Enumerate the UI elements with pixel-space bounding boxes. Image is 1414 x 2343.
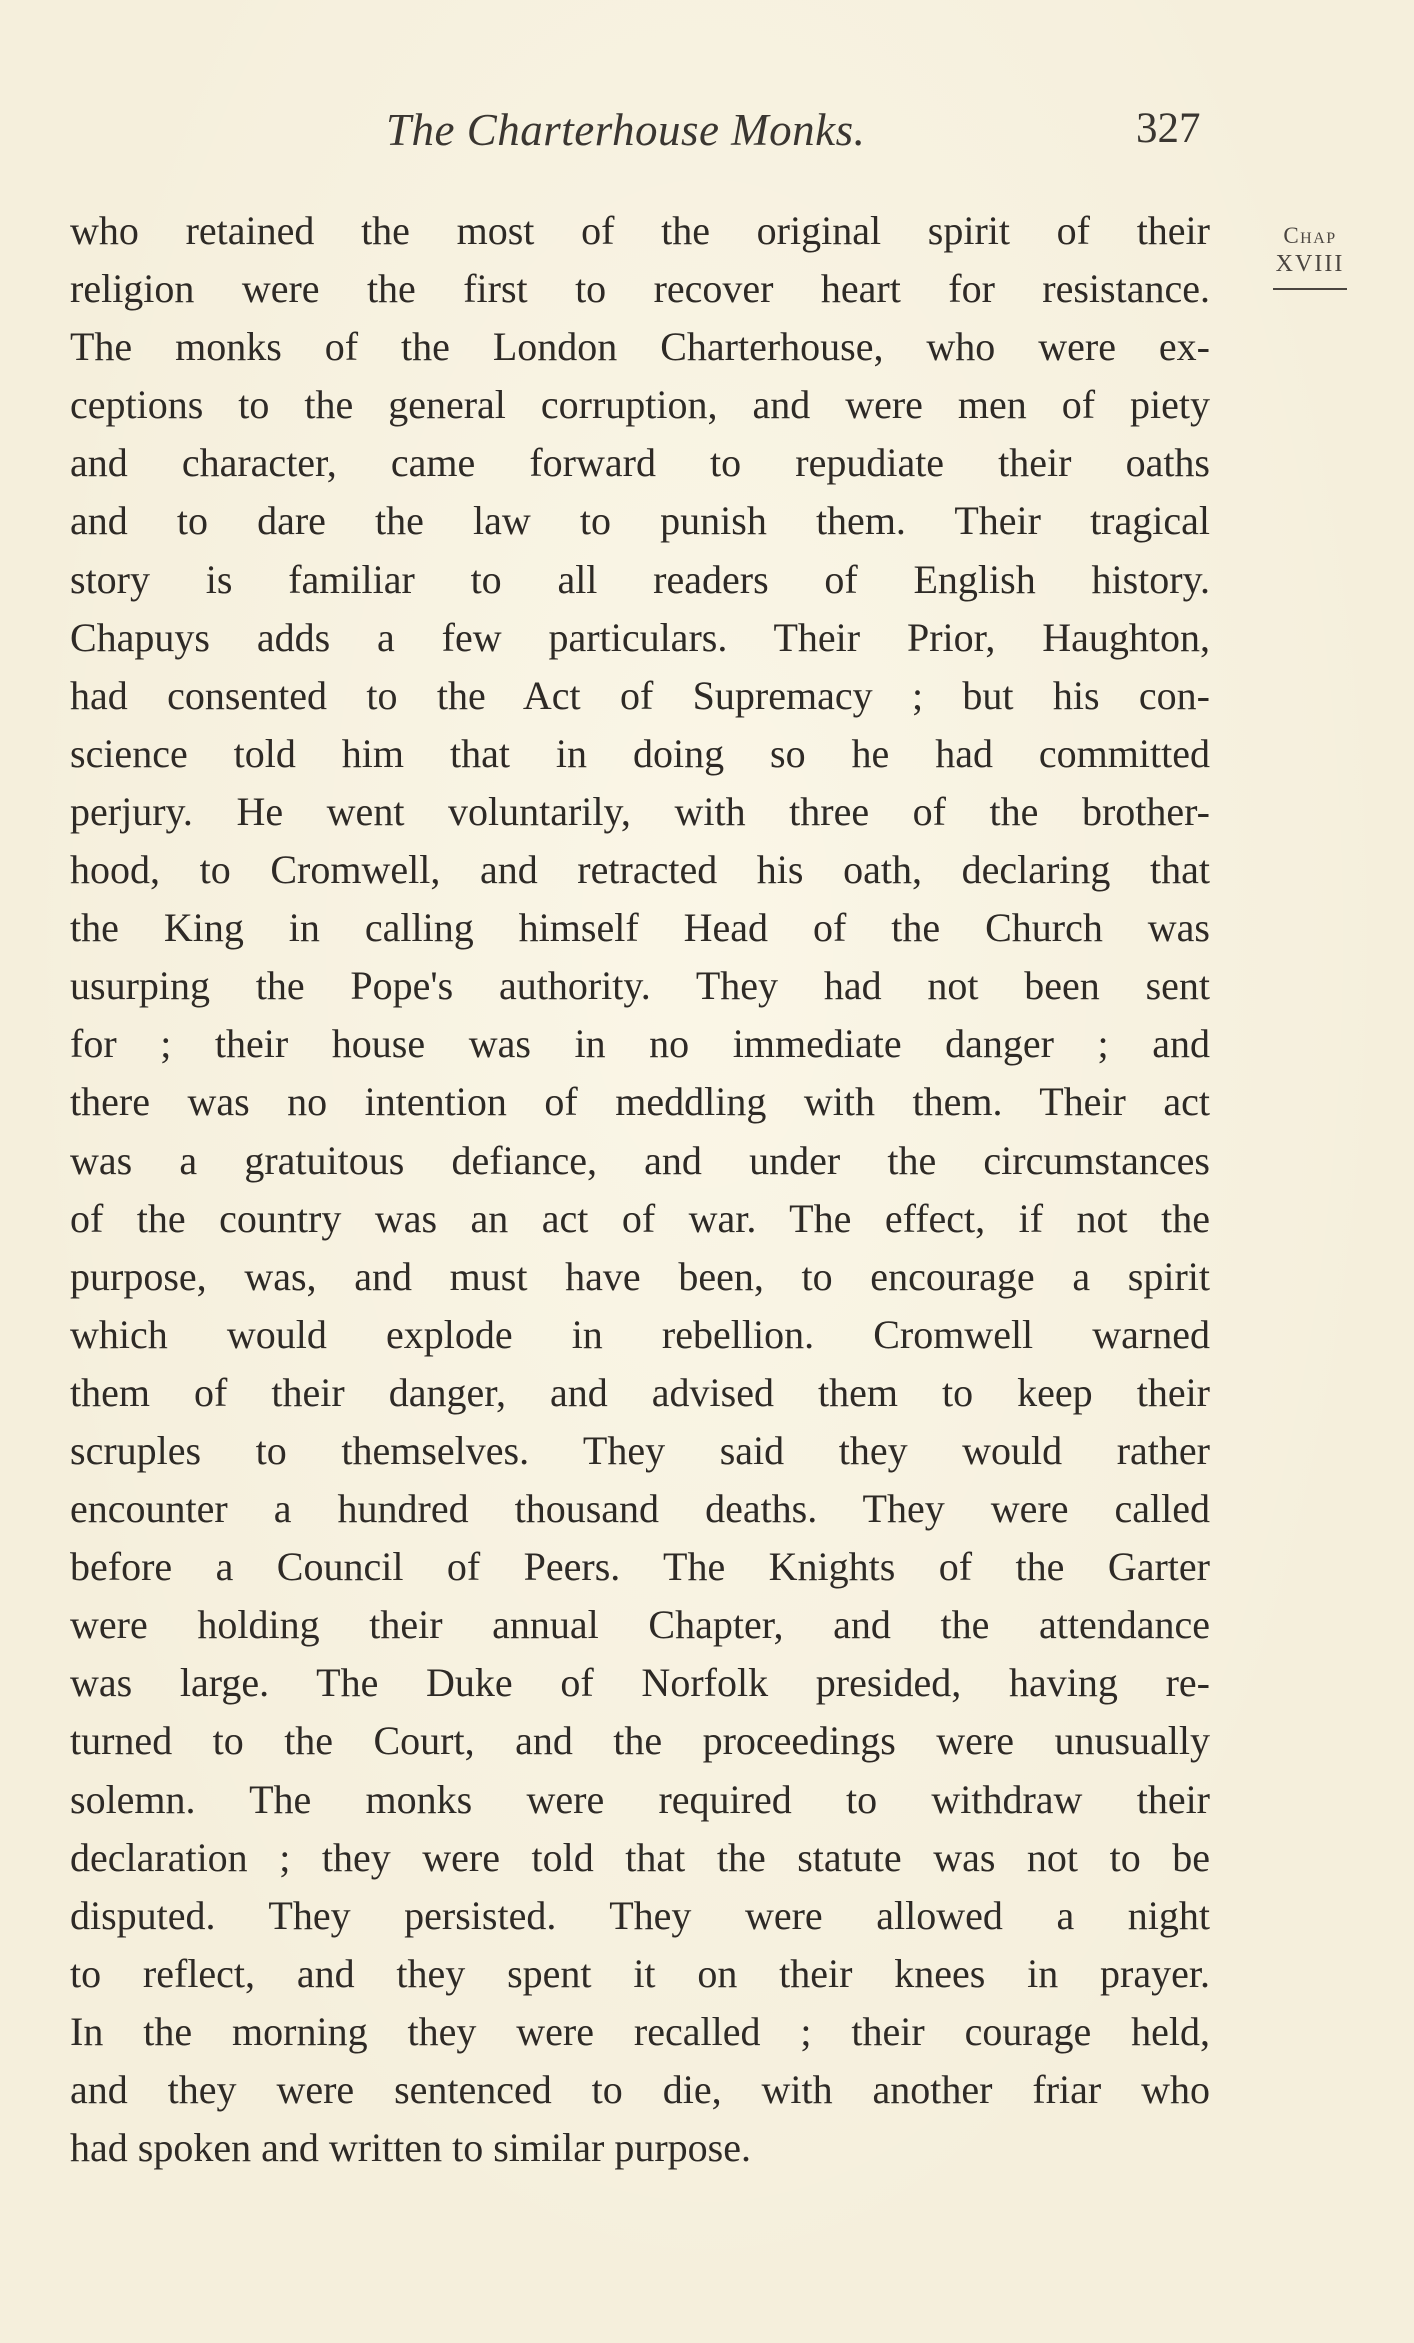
- text-line-last: had spoken and written to similar purpose.: [70, 2125, 751, 2171]
- text-line: was a gratuitous defiance, and under the circumstances: [70, 1137, 1210, 1183]
- text-line: had consented to the Act of Supremacy ; but his con-: [70, 672, 1210, 718]
- text-line: scruples to themselves. They said they would rather: [70, 1427, 1210, 1473]
- text-line: hood, to Cromwell, and retracted his oath, declaring that: [70, 847, 1210, 893]
- chapter-number: XVIII: [1275, 251, 1345, 277]
- text-line: was large. The Duke of Norfolk presided, having re-: [70, 1660, 1210, 1706]
- text-line: solemn. The monks were required to withdraw their: [70, 1776, 1210, 1822]
- running-title: The Charterhouse Monks.: [386, 105, 866, 155]
- running-head: [0, 104, 1414, 164]
- body-text: [70, 202, 1210, 2177]
- text-line: there was no intention of meddling with them. Their act: [70, 1079, 1210, 1125]
- text-line: turned to the Court, and the proceedings were unusually: [70, 1718, 1210, 1764]
- text-line: purpose, was, and must have been, to encourage a spirit: [70, 1253, 1210, 1299]
- text-line: for ; their house was in no immediate danger ; and: [70, 1021, 1210, 1067]
- chapter-label: Chap: [1283, 223, 1337, 248]
- marginal-rule: [1273, 288, 1347, 290]
- text-line: religion were the first to recover heart for resistance.: [70, 266, 1210, 312]
- text-line: which would explode in rebellion. Cromwell warned: [70, 1311, 1210, 1357]
- page-number: 327: [1136, 105, 1201, 152]
- text-line: perjury. He went voluntarily, with three of the brother-: [70, 788, 1210, 834]
- text-line: disputed. They persisted. They were allowed a night: [70, 1892, 1210, 1938]
- text-line: and they were sentenced to die, with another friar who: [70, 2067, 1210, 2112]
- text-line: The monks of the London Charterhouse, who were ex-: [70, 324, 1210, 370]
- text-line: them of their danger, and advised them to keep their: [70, 1369, 1210, 1415]
- text-line: before a Council of Peers. The Knights of the Garter: [70, 1544, 1210, 1590]
- text-line: who retained the most of the original spirit of their: [70, 208, 1210, 253]
- text-line: were holding their annual Chapter, and the attendance: [70, 1602, 1210, 1648]
- text-line: to reflect, and they spent it on their knees in prayer.: [70, 1950, 1210, 1996]
- text-line: declaration ; they were told that the statute was not to be: [70, 1834, 1210, 1880]
- text-line: of the country was an act of war. The effect, if not the: [70, 1195, 1210, 1241]
- text-line: encounter a hundred thousand deaths. They were called: [70, 1486, 1210, 1532]
- text-line: science told him that in doing so he had committed: [70, 730, 1210, 776]
- text-line: and to dare the law to punish them. Their tragical: [70, 498, 1210, 544]
- text-line: In the morning they were recalled ; their courage held,: [70, 2008, 1210, 2054]
- text-line: usurping the Pope's authority. They had not been sent: [70, 963, 1210, 1009]
- chapter-marginal-note: [1262, 222, 1358, 290]
- text-line: and character, came forward to repudiate their oaths: [70, 440, 1210, 486]
- text-line: Chapuys adds a few particulars. Their Prior, Haughton,: [70, 614, 1210, 660]
- text-line: story is familiar to all readers of English history.: [70, 556, 1210, 602]
- text-line: ceptions to the general corruption, and were men of piety: [70, 382, 1210, 428]
- text-line: the King in calling himself Head of the Church was: [70, 905, 1210, 951]
